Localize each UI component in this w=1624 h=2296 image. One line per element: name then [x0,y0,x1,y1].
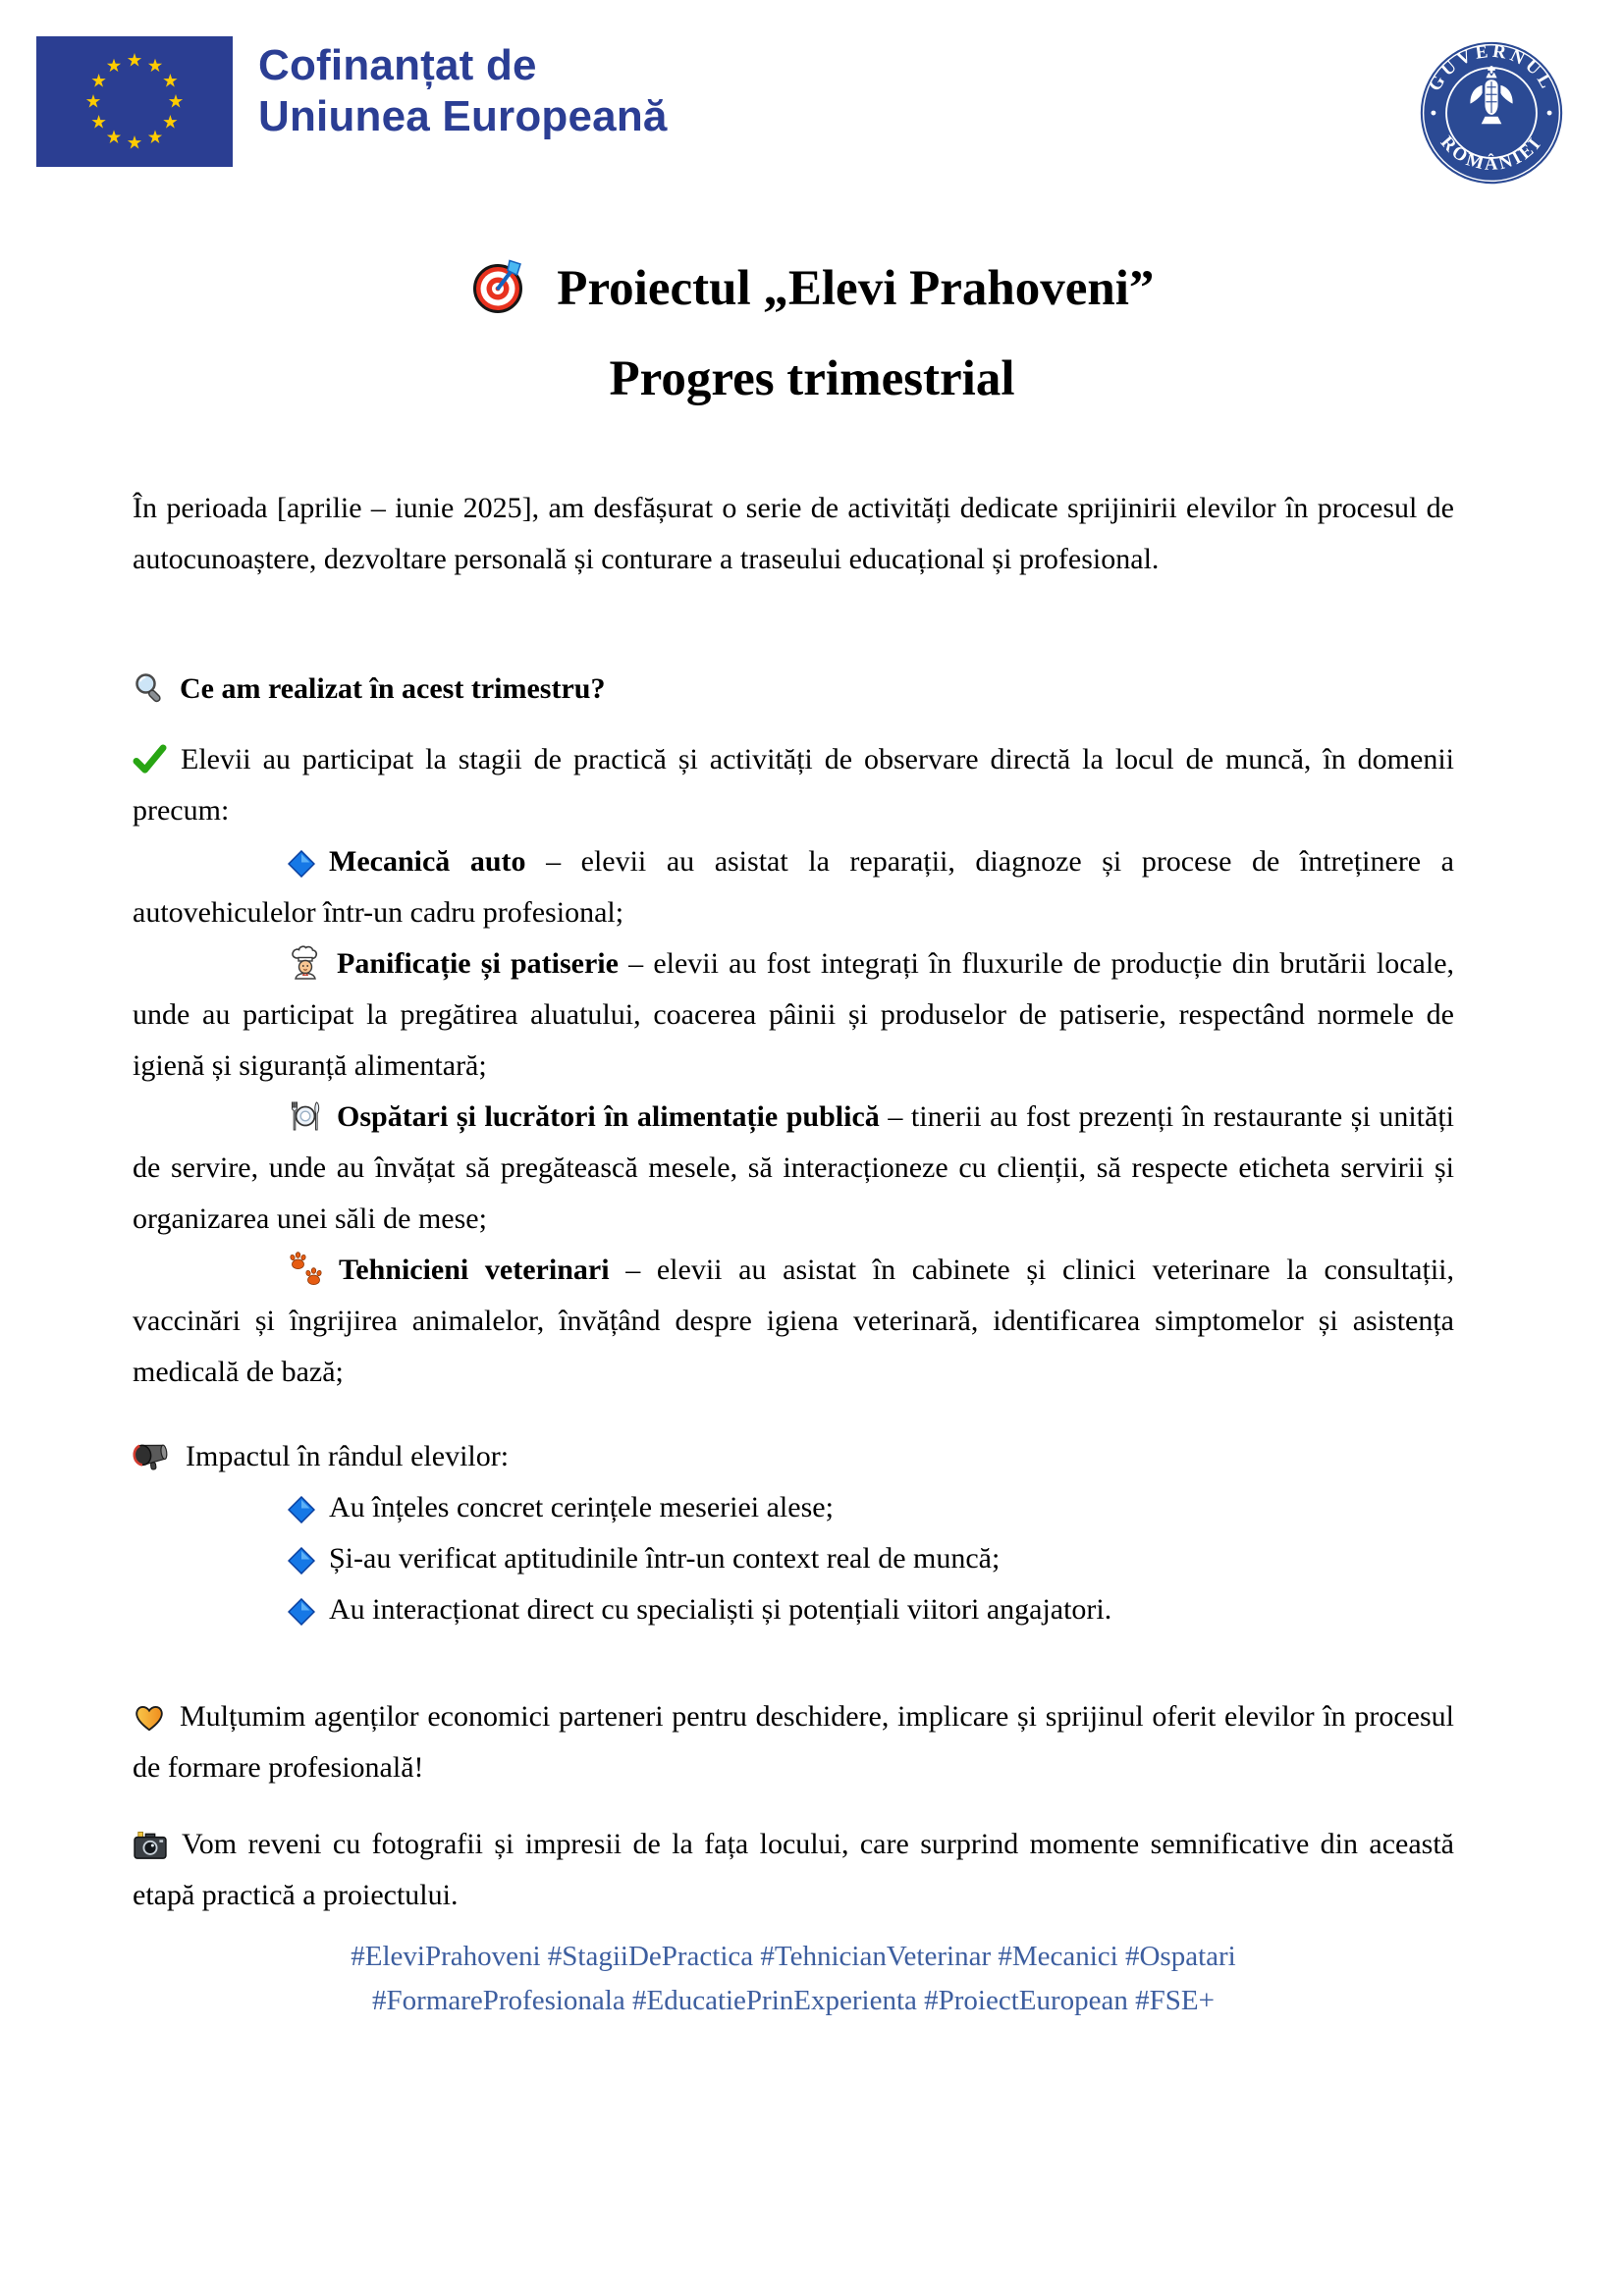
hashtags-line2: #FormareProfesionala #EducatiePrinExperienta #ProiectEuropean #FSE+ [372,1985,1215,2016]
paw-prints-icon [288,1251,325,1286]
trade-paragraph-bakery [133,938,1454,1092]
trade-name: Tehnicieni veterinari [339,1254,610,1286]
achievements-heading [133,664,1454,715]
trade-name: Mecanică auto [329,845,526,878]
thanks-paragraph [133,1691,1454,1793]
achievements-heading-text: Ce am realizat în acest trimestru? [180,672,606,705]
hashtags-line1: #EleviPrahoveni #StagiiDePractica #TehnicianVeterinar #Mecanici #Ospatari [351,1941,1236,1972]
photos-text: Vom reveni cu fotografii și impresii de la fața locului, care surprind momente semnificative din această etapă practică a proiectului. [133,1828,1454,1911]
megaphone-icon [133,1437,172,1472]
hashtags [133,1935,1454,2023]
document-title-line1: Proiectul „Elevi Prahoveni” [557,261,1155,316]
eu-cofinance-block [36,36,668,167]
impact-item-text: Au interacționat direct cu specialiști și potențiali viitori angajatori. [329,1593,1112,1626]
achievements-lead [133,734,1454,836]
blue-diamond-icon [288,1496,315,1523]
intro-paragraph: În perioada [aprilie – iunie 2025], am desfășurat o serie de activități dedicate sprijinirii elevilor în procesul de autocunoaștere, dezvoltare personală și conturare a traseului educațional și profesional. [133,492,1454,575]
orange-heart-icon [133,1702,166,1733]
camera-icon [133,1831,168,1860]
impact-item [133,1533,1454,1584]
impact-heading [133,1431,1454,1482]
eu-label-line1: Cofinanțat de [258,41,537,89]
impact-item-text: Au înțeles concret cerințele meseriei alese; [329,1491,834,1523]
trade-text: – elevii au asistat în cabinete și clinici veterinare la consultații, vaccinări și îngrijirea animalelor, învățând despre igiena veterinară, identificarea simptomelor și asistența medicală de bază; [133,1254,1455,1388]
check-mark-icon [133,743,167,775]
chef-icon [288,944,323,980]
document-body [133,483,1454,2023]
eu-flag-icon [36,36,233,167]
document-title-line1-wrap [470,261,1155,316]
impact-heading-text: Impactul în rândul elevilor: [186,1440,510,1472]
trade-name: Ospătari și lucrători în alimentație publică [337,1100,880,1133]
trade-paragraph-mechanics [133,836,1454,938]
achievements-lead-text: Elevii au participat la stagii de practică și activități de observare directă la locul de muncă, în domenii precum: [133,743,1454,827]
trade-text: – elevii au fost integrați în fluxurile de producție din brutării locale, unde au participat la pregătirea aluatului, coacerea pâinii și produselor de patiserie, respectând normele de igienă și siguranță alimentară; [133,947,1455,1082]
gov-seal-bottom-text: ROMÂNIEI [1435,132,1547,175]
target-dart-icon [470,258,527,315]
blue-diamond-icon [288,850,315,878]
magnifying-glass-icon [133,671,166,705]
trade-paragraph-waiters [133,1092,1454,1245]
impact-item [133,1584,1454,1635]
trade-paragraph-veterinary [133,1245,1454,1398]
document-title [0,243,1624,424]
document-title-line2: Progres trimestrial [609,351,1015,406]
gov-seal-top-text: GUVERNUL [1424,40,1559,95]
trade-text: – elevii au asistat la reparații, diagnoze și procese de întreținere a autovehiculelor într-un cadru profesional; [133,845,1454,929]
trade-text: – tinerii au fost prezenți în restaurante și unități de servire, unde au învățat să pregătească mesele, să interacționeze cu clienții, să respecte eticheta servirii și organizarea unei săli de mese; [133,1100,1454,1235]
blue-diamond-icon [288,1547,315,1575]
fork-knife-plate-icon [288,1099,323,1133]
impact-item [133,1482,1454,1533]
photos-paragraph [133,1819,1454,1921]
trade-name: Panificație și patiserie [337,947,619,980]
gov-romania-seal [1418,39,1565,187]
blue-diamond-icon [288,1598,315,1626]
eu-cofinance-label [258,40,668,142]
thanks-text: Mulțumim agenților economici parteneri pentru deschidere, implicare și sprijinul oferit elevilor în procesul de formare profesională! [133,1700,1454,1784]
eu-label-line2: Uniunea Europeană [258,92,668,140]
impact-item-text: Și-au verificat aptitudinile într-un context real de muncă; [329,1542,1001,1575]
